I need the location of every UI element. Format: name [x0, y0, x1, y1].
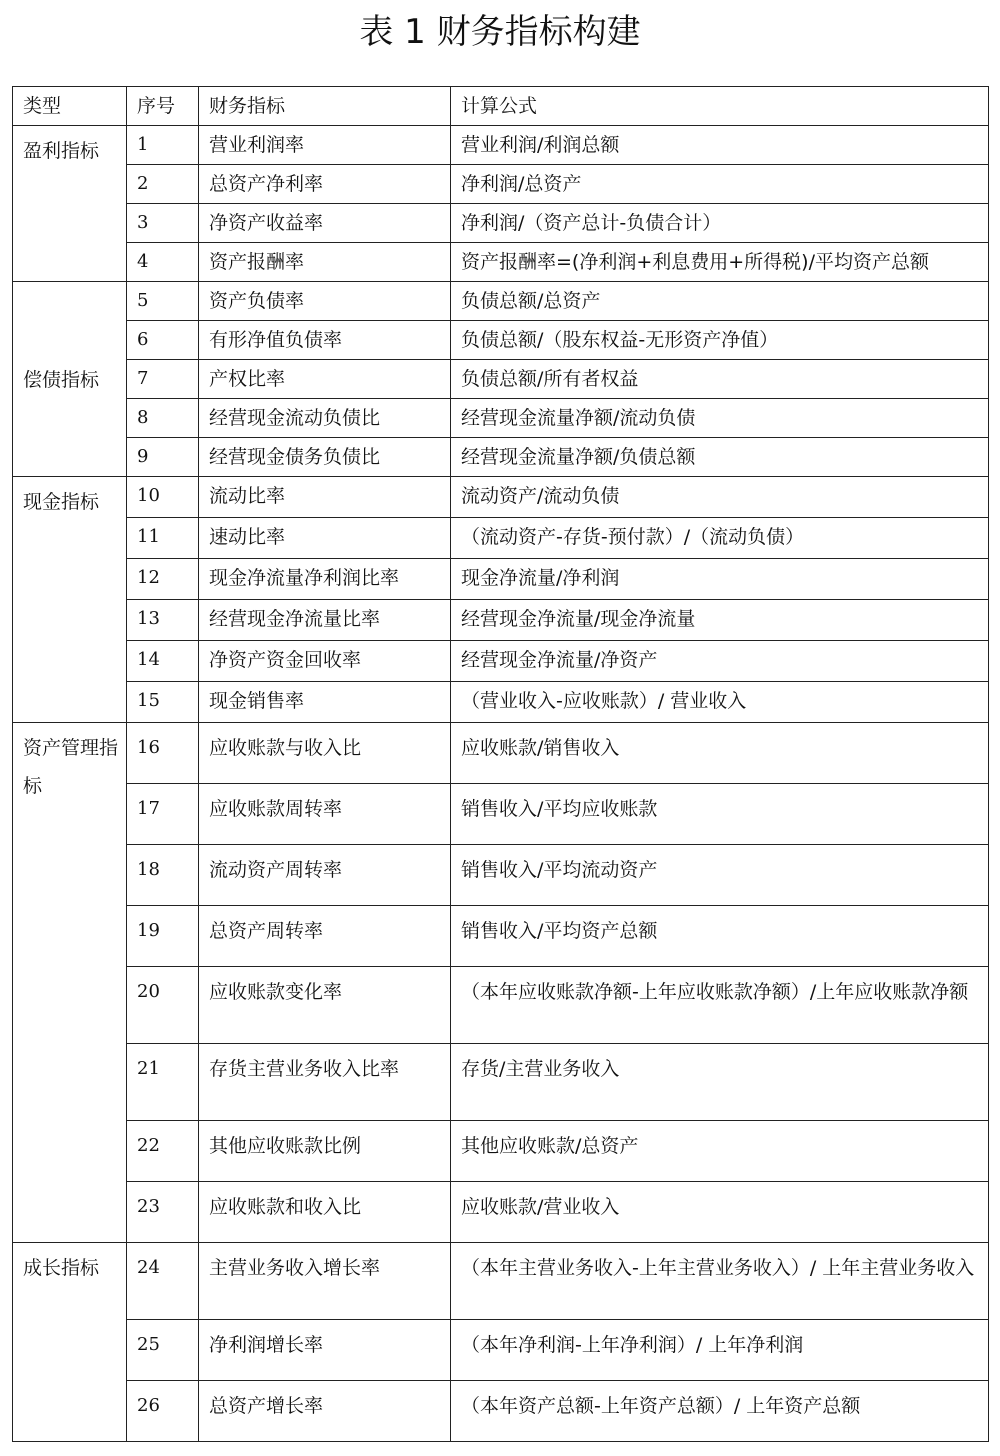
- table-row: [13, 682, 989, 723]
- table-row: [13, 399, 989, 438]
- formula: 营业利润/利润总额: [451, 126, 989, 165]
- table-row: [13, 282, 989, 321]
- financial-indicator-table: [12, 86, 989, 1442]
- indicator-name: 资产报酬率: [199, 243, 451, 282]
- indicator-name: 应收账款周转率: [199, 784, 451, 845]
- row-number: 15: [127, 682, 199, 723]
- table-row: [13, 641, 989, 682]
- indicator-name: 产权比率: [199, 360, 451, 399]
- category-cell: 资产管理指标: [13, 723, 127, 1243]
- category-cell: 偿债指标: [13, 282, 127, 477]
- indicator-name: 应收账款和收入比: [199, 1182, 451, 1243]
- header-type: 类型: [13, 87, 127, 126]
- formula: 净利润/总资产: [451, 165, 989, 204]
- table-row: [13, 321, 989, 360]
- row-number: 19: [127, 906, 199, 967]
- formula: （本年净利润-上年净利润）/ 上年净利润: [451, 1320, 989, 1381]
- indicator-name: 经营现金流动负债比: [199, 399, 451, 438]
- row-number: 16: [127, 723, 199, 784]
- indicator-name: 现金净流量净利润比率: [199, 559, 451, 600]
- table-row: [13, 1044, 989, 1121]
- indicator-name: 应收账款与收入比: [199, 723, 451, 784]
- formula: （本年应收账款净额-上年应收账款净额）/上年应收账款净额: [451, 967, 989, 1044]
- formula: 净利润/（资产总计-负债合计）: [451, 204, 989, 243]
- row-number: 4: [127, 243, 199, 282]
- table-row: [13, 906, 989, 967]
- indicator-name: 速动比率: [199, 518, 451, 559]
- indicator-name: 资产负债率: [199, 282, 451, 321]
- header-indicator: 财务指标: [199, 87, 451, 126]
- formula: 负债总额/所有者权益: [451, 360, 989, 399]
- table-row: [13, 559, 989, 600]
- category-cell: 盈利指标: [13, 126, 127, 282]
- table-row: [13, 784, 989, 845]
- header-no: 序号: [127, 87, 199, 126]
- row-number: 25: [127, 1320, 199, 1381]
- table-row: [13, 165, 989, 204]
- indicator-name: 主营业务收入增长率: [199, 1243, 451, 1320]
- formula: 销售收入/平均应收账款: [451, 784, 989, 845]
- table-row: [13, 1243, 989, 1320]
- row-number: 2: [127, 165, 199, 204]
- table-row: [13, 518, 989, 559]
- formula: 流动资产/流动负债: [451, 477, 989, 518]
- indicator-name: 流动比率: [199, 477, 451, 518]
- formula: （营业收入-应收账款）/ 营业收入: [451, 682, 989, 723]
- formula: 销售收入/平均资产总额: [451, 906, 989, 967]
- table-row: [13, 967, 989, 1044]
- formula: 存货/主营业务收入: [451, 1044, 989, 1121]
- row-number: 24: [127, 1243, 199, 1320]
- indicator-name: 现金销售率: [199, 682, 451, 723]
- indicator-name: 净资产收益率: [199, 204, 451, 243]
- table-row: [13, 204, 989, 243]
- formula: 现金净流量/净利润: [451, 559, 989, 600]
- table-row: [13, 1381, 989, 1442]
- table-title: 表 1 财务指标构建: [359, 12, 641, 52]
- formula: 资产报酬率=(净利润+利息费用+所得税)/平均资产总额: [451, 243, 989, 282]
- formula: 销售收入/平均流动资产: [451, 845, 989, 906]
- row-number: 10: [127, 477, 199, 518]
- table-row: [13, 243, 989, 282]
- table-row: [13, 438, 989, 477]
- indicator-name: 总资产净利率: [199, 165, 451, 204]
- row-number: 12: [127, 559, 199, 600]
- category-cell: 现金指标: [13, 477, 127, 723]
- row-number: 11: [127, 518, 199, 559]
- row-number: 5: [127, 282, 199, 321]
- indicator-name: 营业利润率: [199, 126, 451, 165]
- table-row: [13, 600, 989, 641]
- row-number: 18: [127, 845, 199, 906]
- indicator-name: 总资产周转率: [199, 906, 451, 967]
- table-row: [13, 1320, 989, 1381]
- row-number: 7: [127, 360, 199, 399]
- row-number: 23: [127, 1182, 199, 1243]
- header-row: [13, 87, 989, 126]
- formula: 负债总额/总资产: [451, 282, 989, 321]
- table-row: [13, 1121, 989, 1182]
- formula: 经营现金净流量/净资产: [451, 641, 989, 682]
- row-number: 8: [127, 399, 199, 438]
- formula: 负债总额/（股东权益-无形资产净值）: [451, 321, 989, 360]
- formula: 经营现金流量净额/流动负债: [451, 399, 989, 438]
- table-row: [13, 126, 989, 165]
- indicator-name: 净利润增长率: [199, 1320, 451, 1381]
- table-body: [13, 126, 989, 1442]
- indicator-name: 净资产资金回收率: [199, 641, 451, 682]
- row-number: 17: [127, 784, 199, 845]
- row-number: 6: [127, 321, 199, 360]
- formula: 应收账款/营业收入: [451, 1182, 989, 1243]
- formula: 经营现金净流量/现金净流量: [451, 600, 989, 641]
- indicator-name: 其他应收账款比例: [199, 1121, 451, 1182]
- row-number: 13: [127, 600, 199, 641]
- table-row: [13, 477, 989, 518]
- row-number: 22: [127, 1121, 199, 1182]
- row-number: 9: [127, 438, 199, 477]
- row-number: 14: [127, 641, 199, 682]
- row-number: 1: [127, 126, 199, 165]
- row-number: 3: [127, 204, 199, 243]
- indicator-name: 总资产增长率: [199, 1381, 451, 1442]
- indicator-name: 有形净值负债率: [199, 321, 451, 360]
- formula: （流动资产-存货-预付款）/（流动负债）: [451, 518, 989, 559]
- table-row: [13, 360, 989, 399]
- formula: 应收账款/销售收入: [451, 723, 989, 784]
- indicator-name: 应收账款变化率: [199, 967, 451, 1044]
- indicator-name: 经营现金净流量比率: [199, 600, 451, 641]
- row-number: 20: [127, 967, 199, 1044]
- row-number: 21: [127, 1044, 199, 1121]
- formula: 其他应收账款/总资产: [451, 1121, 989, 1182]
- category-cell: 成长指标: [13, 1243, 127, 1442]
- formula: （本年资产总额-上年资产总额）/ 上年资产总额: [451, 1381, 989, 1442]
- indicator-name: 经营现金债务负债比: [199, 438, 451, 477]
- table-row: [13, 845, 989, 906]
- formula: 经营现金流量净额/负债总额: [451, 438, 989, 477]
- indicator-name: 流动资产周转率: [199, 845, 451, 906]
- indicator-name: 存货主营业务收入比率: [199, 1044, 451, 1121]
- table-row: [13, 723, 989, 784]
- header-formula: 计算公式: [451, 87, 989, 126]
- row-number: 26: [127, 1381, 199, 1442]
- table-row: [13, 1182, 989, 1243]
- formula: （本年主营业务收入-上年主营业务收入）/ 上年主营业务收入: [451, 1243, 989, 1320]
